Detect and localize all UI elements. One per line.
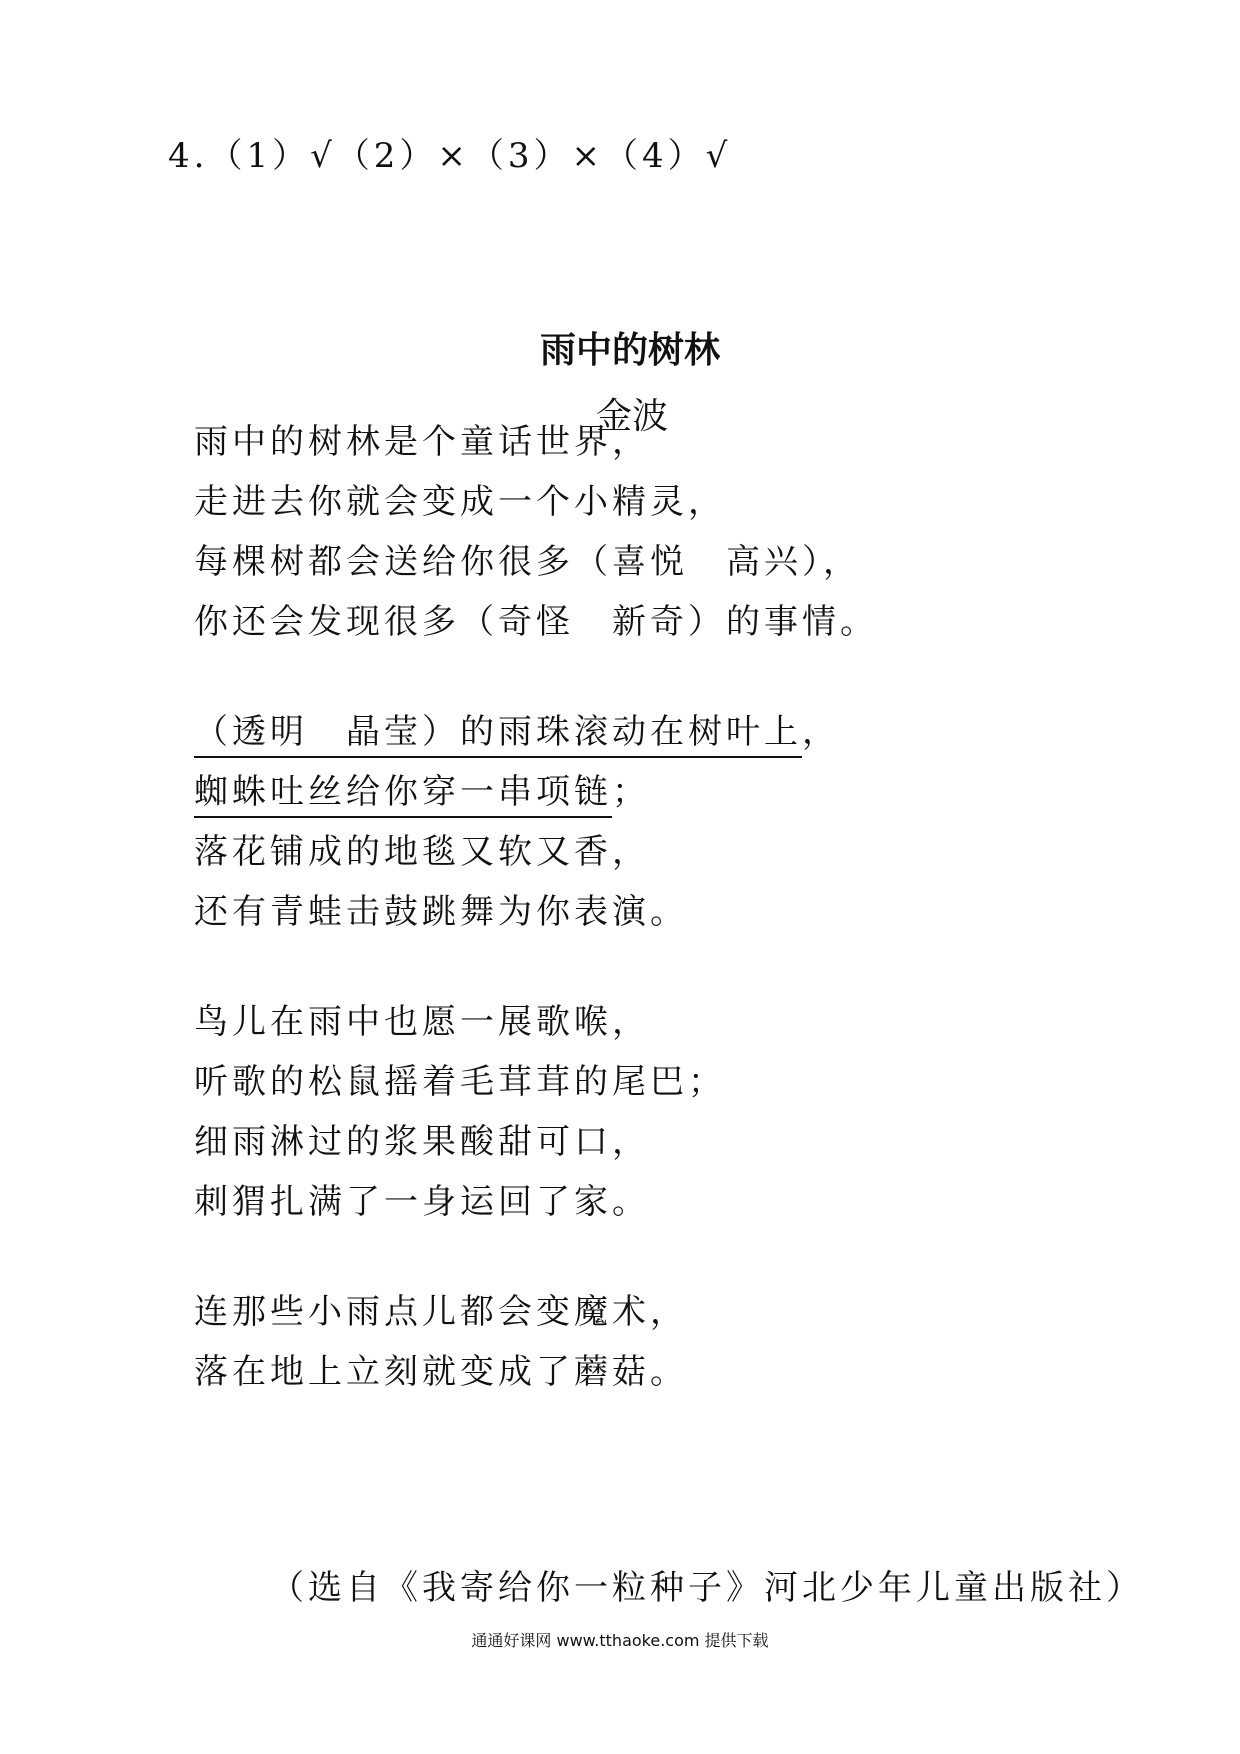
poem-line: 落在地上立刻就变成了蘑菇。 <box>194 1352 688 1392</box>
poem-line-underlined <box>194 772 650 813</box>
poem-line: 你还会发现很多（奇怪 新奇）的事情。 <box>194 602 878 642</box>
underlined-phrase: 蜘蛛吐丝给你穿一串项链 <box>194 772 612 818</box>
underlined-phrase: （透明 晶莹）的雨珠滚动在树叶上 <box>194 712 802 758</box>
poem-title: 雨中的树林 <box>540 330 721 371</box>
poem-line: 鸟儿在雨中也愿一展歌喉， <box>194 1002 650 1042</box>
poem-line: 走进去你就会变成一个小精灵， <box>194 482 726 522</box>
footer-text: 通通好课网 www.tthaoke.com 提供下载 <box>471 1631 769 1650</box>
punctuation: ， <box>802 712 840 752</box>
poem-line: 还有青蛙击鼓跳舞为你表演。 <box>194 892 688 932</box>
poem-line: 每棵树都会送给你很多（喜悦 高兴）， <box>194 542 861 582</box>
poem-line-underlined <box>194 712 840 753</box>
poem-author: 金波 <box>596 396 669 437</box>
poem-line: 刺猬扎满了一身运回了家。 <box>194 1182 650 1222</box>
poem-line: 雨中的树林是个童话世界， <box>194 422 650 462</box>
poem-line: 细雨淋过的浆果酸甜可口， <box>194 1122 650 1162</box>
poem-line: 落花铺成的地毯又软又香， <box>194 832 650 872</box>
punctuation: ； <box>612 772 650 812</box>
answer-line: 4.（1）√（2）×（3）×（4）√ <box>168 136 732 176</box>
poem-source: （选自《我寄给你一粒种子》河北少年儿童出版社） <box>270 1568 1144 1608</box>
poem-line: 听歌的松鼠摇着毛茸茸的尾巴； <box>194 1062 726 1102</box>
poem-line: 连那些小雨点儿都会变魔术， <box>194 1292 688 1332</box>
